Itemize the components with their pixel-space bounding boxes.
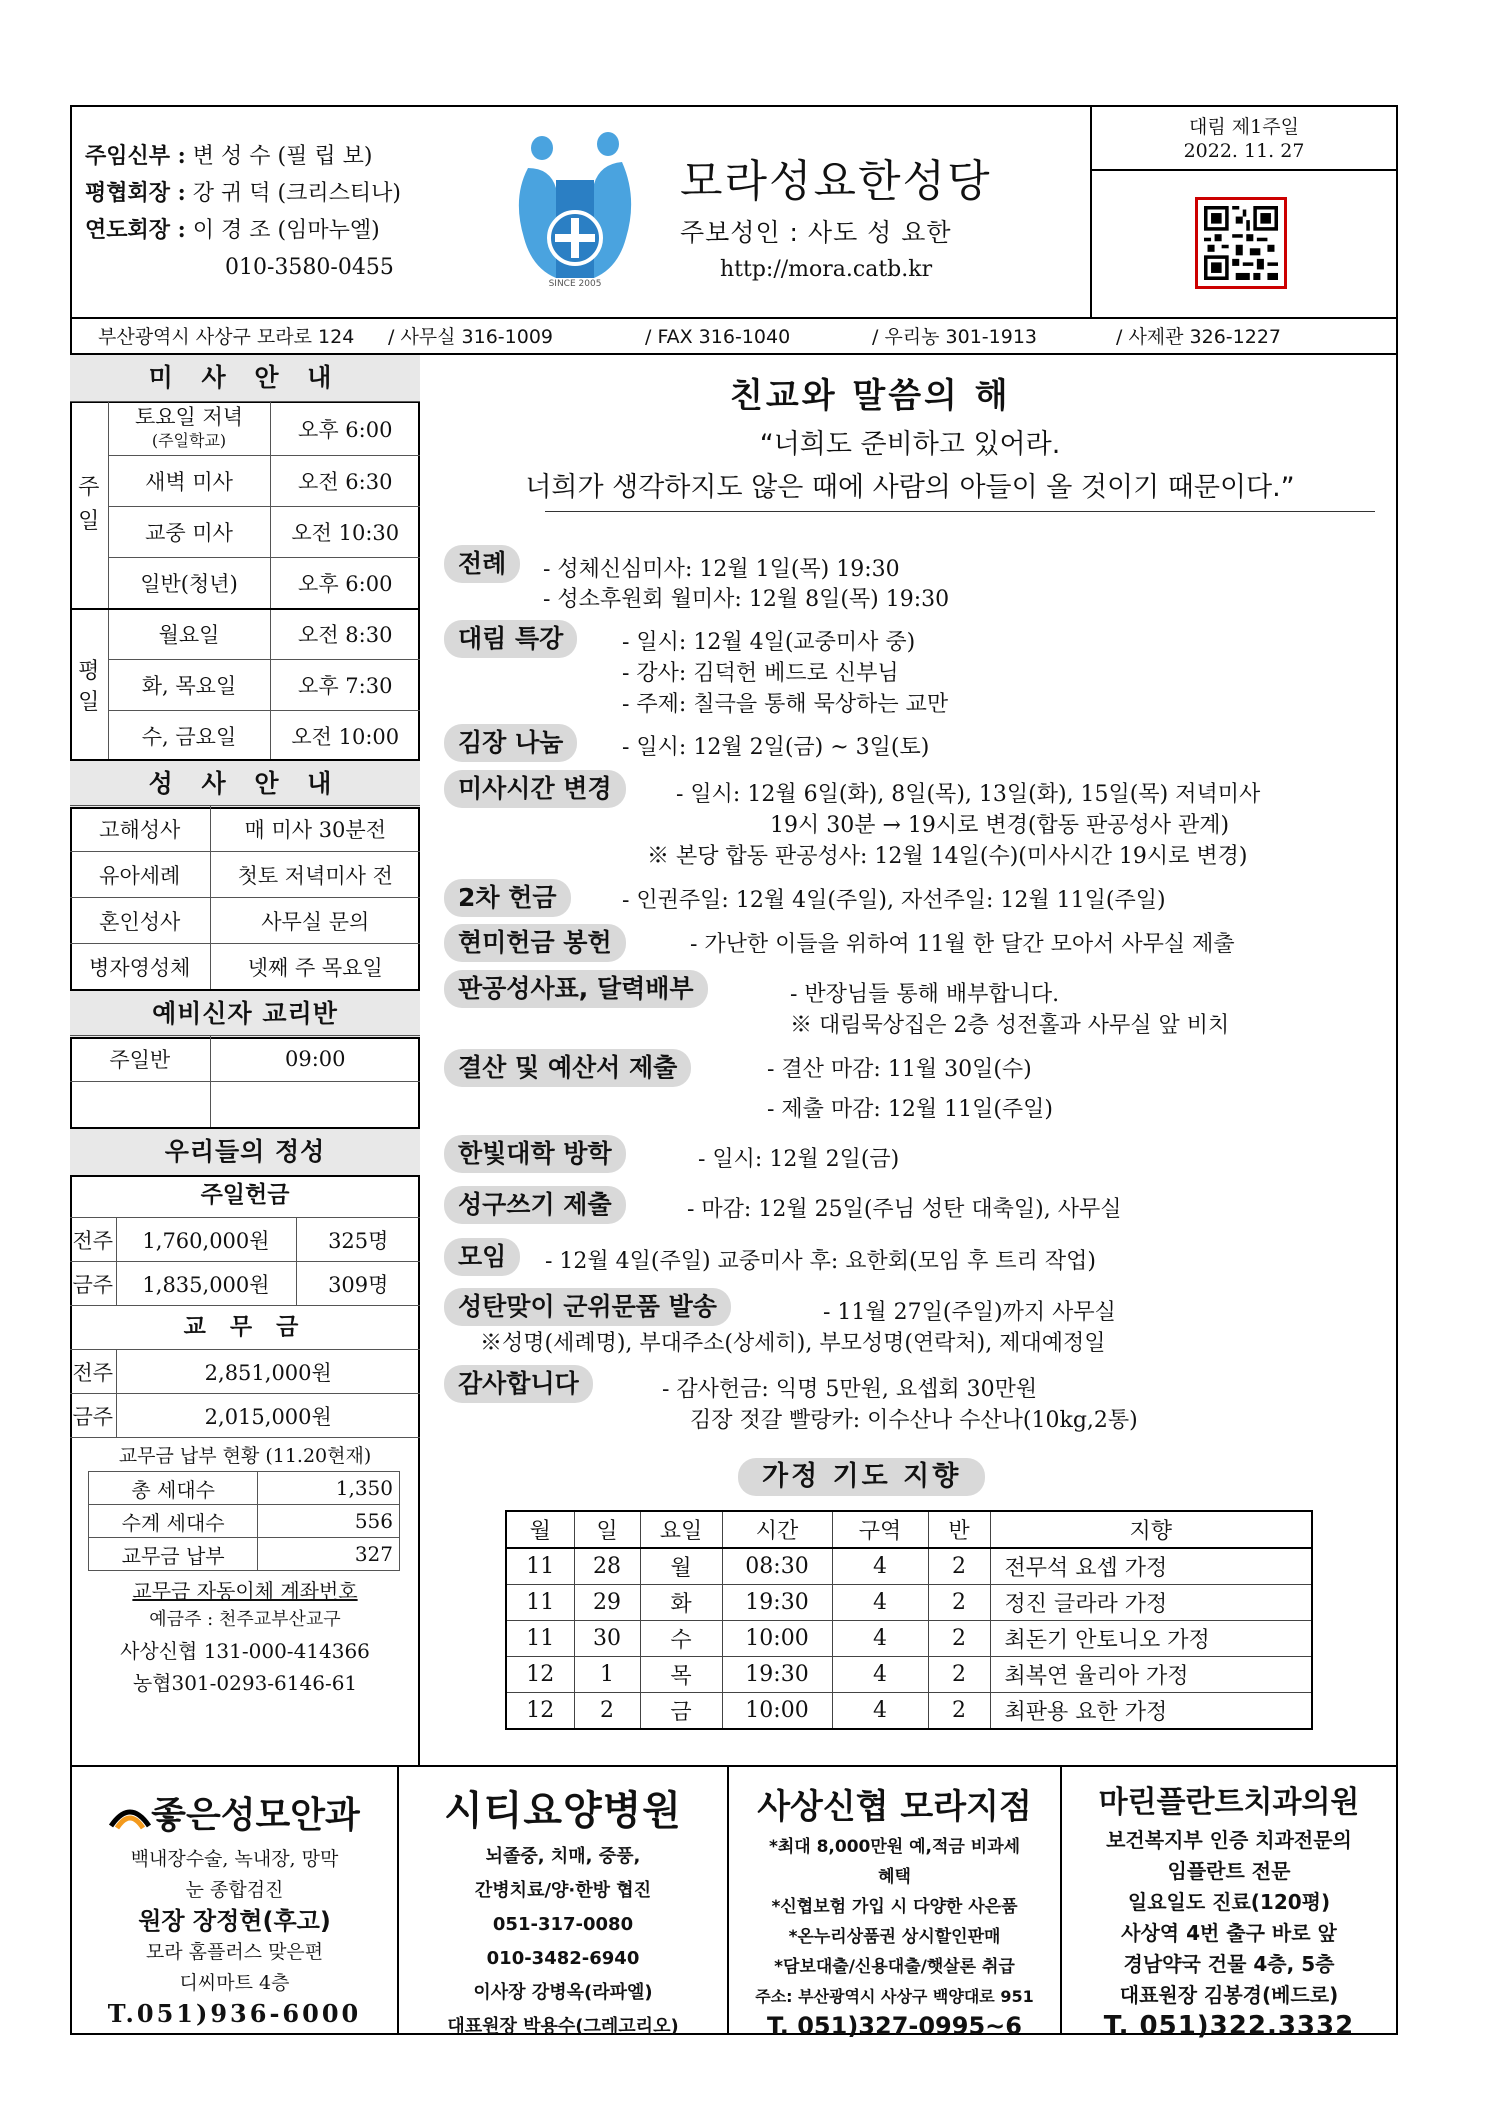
ad-line: 임플란트 전문 (1167, 1859, 1291, 1883)
church-logo (510, 128, 640, 288)
announcement-text: 김장 젓갈 빨랑카: 이수산나 수산나(10kg,2통) (690, 1408, 1138, 1433)
prayer-table (505, 1510, 1313, 1730)
year-theme-title: 친교와 말씀의 해 (730, 376, 1011, 416)
table-row (89, 1472, 400, 1505)
ad-eye-clinic[interactable] (72, 1767, 397, 2033)
table-row (506, 1693, 1312, 1730)
mass-time: 오후 7:30 (270, 660, 420, 711)
parish-due-table (70, 1349, 420, 1438)
week-label: 전주 (70, 1350, 116, 1394)
announcement-text: ※성명(세례명), 부대주소(상세히), 부모성명(연락처), 제대예정일 (480, 1331, 1106, 1356)
announcement-text: - 12월 4일(주일) 교중미사 후: 요한회(모임 후 트리 작업) (545, 1249, 1096, 1274)
due-status-title: 교무금 납부 현황 (11.20현재) (118, 1445, 372, 1467)
prayer-cell: 월 (640, 1548, 722, 1585)
liturgy-date-box (1090, 107, 1396, 171)
quote-line-2: 너희가 생각하지도 않은 때에 사람의 아들이 올 것이기 때문이다.” (525, 472, 1295, 503)
announcement-text: - 성체신심미사: 12월 1일(목) 19:30 (543, 557, 900, 582)
mass-time: 오전 10:00 (270, 711, 420, 762)
class-name: 주일반 (70, 1036, 210, 1082)
prayer-cell: 최돈기 안토니오 가정 (990, 1621, 1312, 1657)
quote-divider (545, 511, 1375, 512)
table-row (70, 1036, 420, 1082)
prayer-cell: 11 (506, 1548, 574, 1585)
ad-line: 대표원장 박용수(그레고리오) (447, 2016, 679, 2037)
table-row (70, 660, 420, 711)
office-phone: / 사무실 316-1009 (388, 326, 554, 348)
ad-name: 사상신협 모라지점 (757, 1787, 1032, 1827)
phone: 010-3580-0455 (225, 255, 394, 280)
announcement-text: 19시 30분 → 19시로 변경(합동 판공성사 관계) (770, 813, 1230, 838)
mass-name: 월요일 (108, 609, 270, 660)
announcement-text: - 주제: 칠극을 통해 묵상하는 교만 (622, 692, 949, 717)
table-row (506, 1548, 1312, 1585)
qr-code[interactable] (1195, 197, 1287, 289)
sacrament-name: 고해성사 (70, 806, 210, 852)
mass-time: 오전 8:30 (270, 609, 420, 660)
parish-amount: 2,851,000원 (116, 1350, 420, 1394)
ad-care-hospital[interactable] (399, 1767, 727, 2037)
prayer-cell: 29 (574, 1585, 640, 1621)
logo-since: SINCE 2005 (548, 279, 602, 288)
sacrament-value: 첫토 저녁미사 전 (210, 852, 420, 898)
ad-phone: T. 051)327-0995~6 (767, 2012, 1022, 2040)
col-header: 구역 (832, 1511, 928, 1548)
announcement-text: - 일시: 12월 2일(금) (698, 1147, 900, 1172)
table-row (70, 1262, 420, 1306)
prayer-cell: 1 (574, 1657, 640, 1693)
offering-amount: 1,835,000원 (116, 1262, 296, 1306)
announcement-text: - 제출 마감: 12월 11일(주일) (767, 1097, 1053, 1122)
ad-line: 이사장 강병옥(라파엘) (473, 1982, 653, 2003)
announcement-label: 결산 및 예산서 제출 (444, 1049, 691, 1087)
ad-name: 시티요양병원 (444, 1788, 682, 1834)
legion-name: 이 경 조 (임마누엘) (192, 218, 380, 243)
prayer-cell: 2 (574, 1693, 640, 1730)
mass-time: 오전 6:30 (270, 456, 420, 507)
ad-line: 눈 종합검진 (185, 1879, 284, 1901)
col-header: 반 (928, 1511, 990, 1548)
offering-amount: 1,760,000원 (116, 1218, 296, 1262)
prayer-cell: 전무석 요셉 가정 (990, 1548, 1312, 1585)
sunday-offering-table (70, 1217, 420, 1306)
table-row (89, 1538, 400, 1571)
table-row (70, 898, 420, 944)
announcement-text: - 성소후원회 월미사: 12월 8일(목) 19:30 (543, 587, 950, 612)
announcement-label: 미사시간 변경 (444, 770, 626, 808)
announcement-text: - 감사헌금: 익명 5만원, 요셉회 30만원 (662, 1377, 1038, 1402)
announcement-label: 감사합니다 (444, 1365, 593, 1403)
announcement-label: 모임 (444, 1238, 520, 1276)
announcement-label: 김장 나눔 (444, 724, 577, 762)
fax-number: / FAX 316-1040 (645, 326, 791, 348)
table-row (70, 944, 420, 990)
table-row (70, 711, 420, 762)
farm-phone: / 우리농 301-1913 (872, 326, 1038, 348)
prayer-cell: 4 (832, 1693, 928, 1730)
due-status-table (88, 1471, 400, 1571)
pastor-name: 변 성 수 (필 립 보) (192, 144, 373, 169)
col-header: 시간 (722, 1511, 832, 1548)
quote-line-1: “너희도 준비하고 있어라. (759, 429, 1061, 460)
prayer-cell: 12 (506, 1693, 574, 1730)
status-label: 수계 세대수 (89, 1505, 258, 1538)
col-header: 월 (506, 1511, 574, 1548)
account-number-2: 농협301-0293-6146-61 (132, 1671, 358, 1695)
announcement-text: - 가난한 이들을 위하여 11월 한 달간 모아서 사무실 제출 (690, 932, 1235, 957)
gospel-quote (430, 423, 1390, 509)
status-value: 327 (258, 1538, 400, 1571)
announcement-text: - 인권주일: 12월 4일(주일), 자선주일: 12월 11일(주일) (622, 888, 1166, 913)
address: 부산광역시 사상구 모라로 124 (98, 326, 355, 348)
status-value: 1,350 (258, 1472, 400, 1505)
prayer-cell: 19:30 (722, 1585, 832, 1621)
status-value: 556 (258, 1505, 400, 1538)
table-row (70, 402, 420, 456)
announcement-text: - 결산 마감: 11월 30일(수) (767, 1057, 1032, 1082)
ad-line: 사상역 4번 출구 바로 앞 (1121, 1921, 1337, 1945)
prayer-cell: 최판용 요한 가정 (990, 1693, 1312, 1730)
week-label: 금주 (70, 1262, 116, 1306)
patron-saint: 주보성인 : 사도 성 요한 (680, 218, 952, 247)
prayer-cell: 4 (832, 1585, 928, 1621)
left-column (70, 355, 420, 1765)
sacrament-name: 혼인성사 (70, 898, 210, 944)
ad-line: *담보대출/신용대출/햇살론 취급 (774, 1957, 1015, 1977)
account-holder: 예금주 : 천주교부산교구 (149, 1609, 341, 1630)
announcement-label: 전례 (444, 545, 520, 583)
prayer-cell: 28 (574, 1548, 640, 1585)
mass-table (70, 401, 420, 762)
sacrament-value: 사무실 문의 (210, 898, 420, 944)
ad-line: 대표원장 김봉경(베드로) (1119, 1983, 1339, 2007)
week-label: 전주 (70, 1218, 116, 1262)
ad-line: 간병치료/양·한방 협진 (474, 1880, 652, 1901)
prayer-cell: 수 (640, 1621, 722, 1657)
table-row (89, 1505, 400, 1538)
church-logo-icon (510, 128, 640, 288)
prayer-cell: 19:30 (722, 1657, 832, 1693)
mass-name: 수, 금요일 (108, 711, 270, 762)
prayer-cell: 2 (928, 1693, 990, 1730)
announcement-text: - 일시: 12월 4일(교중미사 중) (622, 630, 916, 655)
announcement-text: - 일시: 12월 2일(금) ~ 3일(토) (622, 735, 930, 760)
announcement-text: ※ 대림묵상집은 2층 성전홀과 사무실 앞 비치 (790, 1013, 1230, 1038)
ad-line: 일요일도 진료(120평) (1127, 1890, 1331, 1914)
ad-name: 마린플란트치과의원 (1098, 1785, 1360, 1820)
ad-line: 경남약국 건물 4층, 5층 (1123, 1952, 1335, 1976)
announcement-label: 성탄맞이 군위문품 발송 (444, 1288, 731, 1326)
table-row (506, 1585, 1312, 1621)
sunday-label: 주일 (70, 402, 108, 609)
address-bar (70, 319, 1398, 355)
mass-name: 토요일 저녁 (주일학교) (108, 402, 270, 456)
col-header: 요일 (640, 1511, 722, 1548)
mass-section-title: 미 사 안 내 (70, 355, 420, 403)
announcement-label: 현미헌금 봉헌 (444, 924, 626, 962)
announcement-text: - 일시: 12월 6일(화), 8일(목), 13일(화), 15일(목) 저녁미사 (676, 782, 1261, 807)
prayer-cell: 정진 글라라 가정 (990, 1585, 1312, 1621)
mass-time: 오후 6:00 (270, 402, 420, 456)
table-row (70, 1350, 420, 1394)
announcement-label: 판공성사표, 달력배부 (444, 970, 708, 1008)
account-number-1: 사상신협 131-000-414366 (120, 1639, 370, 1663)
ad-dental-clinic[interactable] (1062, 1767, 1396, 2041)
eye-clinic-logo-icon (109, 1802, 151, 1832)
council-label: 평협회장 : (85, 180, 186, 206)
parish-amount: 2,015,000원 (116, 1394, 420, 1438)
table-row (70, 609, 420, 660)
prayer-cell: 10:00 (722, 1693, 832, 1730)
announcement-text: - 마감: 12월 25일(주님 성탄 대축일), 사무실 (687, 1197, 1122, 1222)
prayer-cell: 30 (574, 1621, 640, 1657)
table-row (70, 1218, 420, 1262)
prayer-cell: 금 (640, 1693, 722, 1730)
prayer-cell: 2 (928, 1657, 990, 1693)
sacrament-table (70, 805, 420, 990)
parish-due-title: 교 무 금 (183, 1313, 307, 1340)
table-row (70, 558, 420, 609)
mass-name: 일반(청년) (108, 558, 270, 609)
ad-line: *신협보험 가입 시 다양한 사은품 (771, 1897, 1018, 1917)
announcement-label: 성구쓰기 제출 (444, 1186, 626, 1224)
ad-phone: T. 051)322.3332 (1103, 2011, 1355, 2041)
ad-line: 뇌졸중, 치매, 중풍, (485, 1846, 641, 1867)
weekday-label: 평일 (70, 609, 108, 762)
mass-name: 화, 목요일 (108, 660, 270, 711)
table-row (70, 1394, 420, 1438)
account-title: 교무금 자동이체 계좌번호 (132, 1579, 358, 1603)
ad-line: *온누리상품권 상시할인판매 (788, 1927, 1001, 1947)
table-row (70, 806, 420, 852)
sacrament-name: 병자영성체 (70, 944, 210, 990)
qr-code-icon (1204, 206, 1278, 280)
prayer-cell: 4 (832, 1548, 928, 1585)
prayer-cell: 11 (506, 1621, 574, 1657)
offering-section-title: 우리들의 정성 (70, 1127, 420, 1177)
prayer-section-title: 가정 기도 지향 (738, 1458, 985, 1496)
table-row (506, 1657, 1312, 1693)
ad-credit-union[interactable] (729, 1767, 1060, 2040)
announcement-label: 한빛대학 방학 (444, 1135, 626, 1173)
week-label: 금주 (70, 1394, 116, 1438)
ad-line: 디씨마트 4층 (179, 1972, 290, 1994)
legion-label: 연도회장 : (85, 217, 186, 243)
prayer-cell: 4 (832, 1621, 928, 1657)
sacrament-value: 넷째 주 목요일 (210, 944, 420, 990)
prayer-cell: 4 (832, 1657, 928, 1693)
table-row (506, 1621, 1312, 1657)
ad-line: *최대 8,000만원 예,적금 비과세 (768, 1837, 1021, 1857)
prayer-cell: 08:30 (722, 1548, 832, 1585)
ad-line: 원장 장정현(후고) (138, 1907, 331, 1935)
prayer-cell: 2 (928, 1621, 990, 1657)
prayer-cell: 화 (640, 1585, 722, 1621)
mass-name: 새벽 미사 (108, 456, 270, 507)
class-time: 09:00 (210, 1036, 420, 1082)
table-row (70, 507, 420, 558)
catechumen-section-title: 예비신자 교리반 (70, 989, 420, 1039)
mass-name: 교중 미사 (108, 507, 270, 558)
bulletin-date: 2022. 11. 27 (1183, 140, 1305, 162)
table-row (70, 852, 420, 898)
ad-phone: T.051)936-6000 (107, 1999, 362, 2028)
prayer-cell: 최복연 율리아 가정 (990, 1657, 1312, 1693)
catechumen-table (70, 1035, 420, 1128)
ad-line: 백내장수술, 녹내장, 망막 (130, 1848, 339, 1870)
prayer-cell: 2 (928, 1548, 990, 1585)
ad-line: 주소: 부산광역시 사상구 백양대로 951 (755, 1987, 1034, 2006)
ad-line: 혜택 (878, 1867, 911, 1887)
church-name: 모라성요한성당 (680, 156, 992, 207)
table-row (70, 1082, 420, 1128)
announcement-text: - 강사: 김덕헌 베드로 신부님 (622, 661, 899, 686)
col-header: 지향 (990, 1511, 1312, 1548)
offering-count: 309명 (296, 1262, 420, 1306)
sacrament-name: 유아세례 (70, 852, 210, 898)
announcement-text: ※ 본당 합동 판공성사: 12월 14일(수)(미사시간 19시로 변경) (647, 844, 1248, 869)
status-label: 교무금 납부 (89, 1538, 258, 1571)
sacrament-section-title: 성 사 안 내 (70, 759, 420, 809)
church-url[interactable]: http://mora.catb.kr (720, 257, 933, 282)
sacrament-value: 매 미사 30분전 (210, 806, 420, 852)
announcement-label: 2차 헌금 (444, 879, 571, 917)
ad-line: 051-317-0080 (492, 1914, 634, 1935)
sunday-offering-title: 주일헌금 (70, 1173, 420, 1218)
clergy-info (85, 138, 485, 286)
prayer-header-row (506, 1511, 1312, 1548)
mass-time: 오전 10:30 (270, 507, 420, 558)
prayer-cell: 목 (640, 1657, 722, 1693)
status-label: 총 세대수 (89, 1472, 258, 1505)
table-row (70, 456, 420, 507)
announcement-text: - 반장님들 통해 배부합니다. (790, 982, 1060, 1007)
prayer-cell: 10:00 (722, 1621, 832, 1657)
prayer-cell: 2 (928, 1585, 990, 1621)
council-name: 강 귀 덕 (크리스티나) (192, 181, 401, 206)
ad-name: 좋은성모안과 (151, 1795, 360, 1836)
rectory-phone: / 사제관 326-1227 (1116, 326, 1282, 348)
pastor-label: 주임신부 : (85, 143, 186, 169)
col-header: 일 (574, 1511, 640, 1548)
prayer-cell: 12 (506, 1657, 574, 1693)
announcement-text: - 11월 27일(주일)까지 사무실 (823, 1300, 1116, 1325)
ad-line: 보건복지부 인증 치과전문의 (1106, 1828, 1352, 1852)
offering-count: 325명 (296, 1218, 420, 1262)
ad-line: 010-3482-6940 (486, 1948, 640, 1969)
announcement-label: 대림 특강 (444, 620, 577, 658)
mass-time: 오후 6:00 (270, 558, 420, 609)
ad-line: 모라 홈플러스 맞은편 (145, 1941, 324, 1963)
prayer-cell: 11 (506, 1585, 574, 1621)
liturgy-week: 대림 제1주일 (1189, 116, 1299, 138)
